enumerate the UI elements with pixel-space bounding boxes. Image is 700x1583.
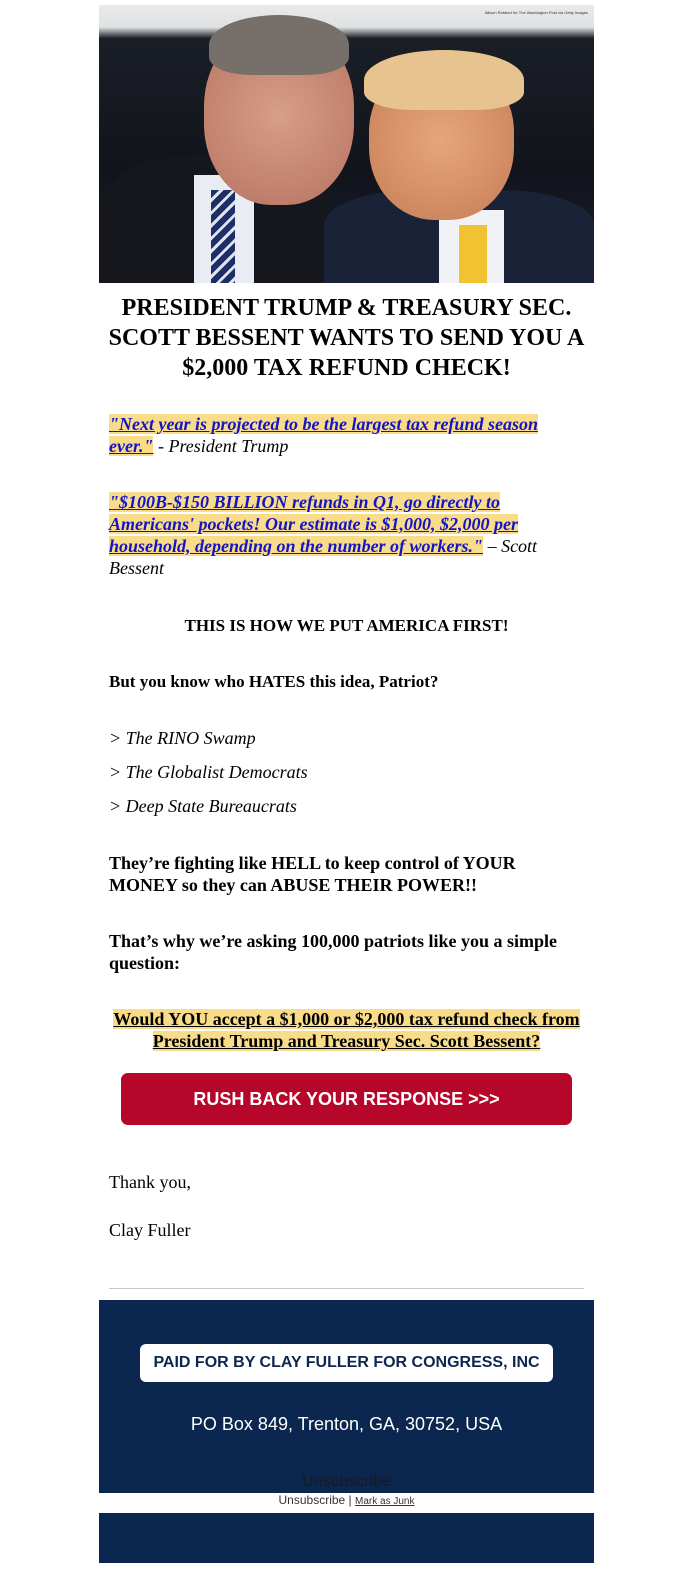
list-item: > The RINO Swamp [109,728,256,748]
rush-response-button[interactable]: RUSH BACK YOUR RESPONSE >>> [121,1073,572,1125]
mailing-address: PO Box 849, Trenton, GA, 30752, USA [190,1414,503,1434]
quote-trump: "Next year is projected to be the largest tax refund season ever." - President Trump [109,414,538,456]
footer-links: Unsubscribe | Mark as Junk [278,1493,415,1507]
quote-bessent: "$100B-$150 BILLION refunds in Q1, go directly to Americans' pockets! Our estimate is $1,000, $2,000 per household, depending on the number of workers." – Scott Bessent [109,492,538,578]
signature: Clay Fuller [109,1220,191,1240]
list-item: > Deep State Bureaucrats [109,796,297,816]
question-link[interactable]: Would YOU accept a $1,000 or $2,000 tax refund check from President Trump and Treasury Sec. Scott Bessent? [113,1009,580,1051]
who-hates: But you know who HATES this idea, Patriot? [109,672,439,691]
unsubscribe-link[interactable]: Unsubscribe [302,1473,391,1490]
footer [99,1300,594,1493]
signoff: Thank you, [109,1172,191,1192]
paid-for-disclaimer: PAID FOR BY CLAY FULLER FOR CONGRESS, INC [140,1344,553,1382]
unsubscribe-link[interactable]: Unsubscribe [278,1493,346,1507]
quote-link[interactable]: "Next year is projected to be the largest tax refund season ever." [109,414,538,456]
mark-as-junk-link[interactable]: Mark as Junk [355,1496,415,1507]
list-item: > The Globalist Democrats [109,762,308,782]
asking-text: That’s why we’re asking 100,000 patriots like you a simple question: [109,931,558,973]
hero-photo [99,5,594,283]
question [99,1008,594,1052]
quote-link[interactable]: "$100B-$150 BILLION refunds in Q1, go directly to Americans' pockets! Our estimate is $1,000, $2,000 per household, depending on the number of workers." [109,492,518,556]
headline: PRESIDENT TRUMP & TREASURY SEC. SCOTT BESSENT WANTS TO SEND YOU A $2,000 TAX REFUND CHECK! [108,295,585,381]
photo-credit: Allison Robbert for The Washington Post via Getty Images [484,10,588,15]
footer-bottom-band [99,1513,594,1563]
america-first: THIS IS HOW WE PUT AMERICA FIRST! [184,616,509,635]
fighting-text: They’re fighting like HELL to keep control of YOUR MONEY so they can ABUSE THEIR POWER!! [109,853,516,895]
divider [109,1288,584,1289]
